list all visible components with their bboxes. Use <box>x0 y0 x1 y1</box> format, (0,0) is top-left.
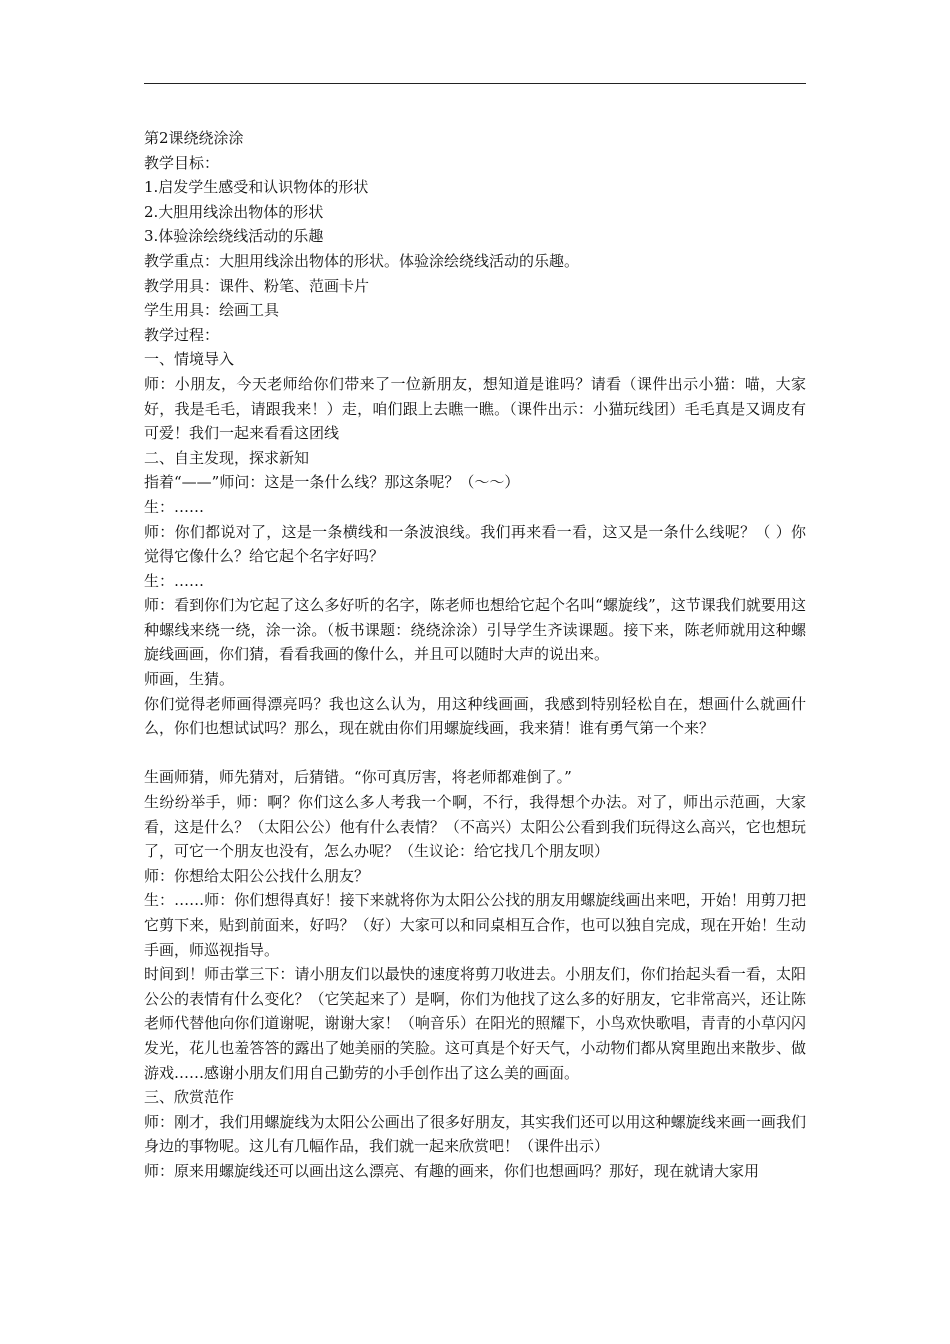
paragraph: 师：看到你们为它起了这么多好听的名字，陈老师也想给它起个名叫“螺旋线”，这节课我们就要用这种螺线来绕一绕，涂一涂。（板书课题：绕绕涂涂）引导学生齐读课题。接下来，陈老师就用这种螺旋线画画，你们猜，看看我画的像什么，并且可以随时大声的说出来。 <box>144 596 806 664</box>
paragraph: 指着“——”师问：这是一条什么线？那这条呢？（～～） <box>144 473 520 492</box>
blank-line <box>144 741 806 766</box>
paragraph: 生画师猜，师先猜对，后猜错。“你可真厉害，将老师都难倒了。” <box>144 768 572 787</box>
paragraph: 你们觉得老师画得漂亮吗？我也这么认为，用这种线画画，我感到特别轻松自在，想画什么就画什么，你们也想试试吗？那么，现在就由你们用螺旋线画，我来猜！谁有勇气第一个来？ <box>144 694 806 738</box>
paragraph: 时间到！师击掌三下：请小朋友们以最快的速度将剪刀收进去。小朋友们，你们抬起头看一看，太阳公公的表情有什么变化？（它笑起来了）是啊，你们为他找了这么多的好朋友，它非常高兴，还让陈老师代替他向你们道谢呢，谢谢大家！（响音乐）在阳光的照耀下，小鸟欢快歌唱，青青的小草闪闪发光，花儿也羞答答的露出了她美丽的笑脸。这可真是个好天气，小动物们都从窝里跑出来散步、做游戏……感谢小朋友们用自己勤劳的小手创作出了这么美的画面。 <box>144 965 806 1082</box>
header-rule <box>144 83 806 84</box>
paragraph: 教学重点：大胆用线涂出物体的形状。体验涂绘绕线活动的乐趣。 <box>144 251 580 270</box>
paragraph: 师：原来用螺旋线还可以画出这么漂亮、有趣的画来，你们也想画吗？那好，现在就请大家用 <box>144 1161 760 1180</box>
paragraph: 生：…… <box>144 497 205 516</box>
paragraph: 1.启发学生感受和认识物体的形状 <box>144 178 369 197</box>
section-heading: 一、情境导入 <box>144 350 235 369</box>
lesson-title: 第2课绕绕涂涂 <box>144 129 244 147</box>
paragraph: 3.体验涂绘绕线活动的乐趣 <box>144 227 324 246</box>
paragraph: 学生用具：绘画工具 <box>144 301 280 320</box>
paragraph: 师：刚才，我们用螺旋线为太阳公公画出了很多好朋友，其实我们还可以用这种螺旋线来画一画我们身边的事物呢。这儿有几幅作品，我们就一起来欣赏吧！（课件出示） <box>144 1112 806 1156</box>
paragraph: 教学目标： <box>144 153 220 172</box>
paragraph: 生：…… <box>144 571 205 590</box>
document-body <box>144 126 806 1184</box>
paragraph: 师画，生猜。 <box>144 670 235 689</box>
paragraph: 教学过程： <box>144 325 220 344</box>
paragraph: 生：……师：你们想得真好！接下来就将你为太阳公公找的朋友用螺旋线画出来吧，开始！用剪刀把它剪下来，贴到前面来，好吗？（好）大家可以和同桌相互合作，也可以独自完成，现在开始！生动手画，师巡视指导。 <box>144 891 806 959</box>
paragraph: 教学用具：课件、粉笔、范画卡片 <box>144 276 370 295</box>
paragraph: 2.大胆用线涂出物体的形状 <box>144 202 324 221</box>
paragraph: 生纷纷举手，师：啊？你们这么多人考我一个啊，不行，我得想个办法。对了，师出示范画，大家看，这是什么？（太阳公公）他有什么表情？（不高兴）太阳公公看到我们玩得这么高兴，它也想玩了，可它一个朋友也没有，怎么办呢？（生议论：给它找几个朋友呗） <box>144 793 806 861</box>
paragraph: 师：你们都说对了，这是一条横线和一条波浪线。我们再来看一看，这又是一条什么线呢？（ ）你觉得它像什么？给它起个名字好吗？ <box>144 522 806 566</box>
paragraph: 师：小朋友，今天老师给你们带来了一位新朋友，想知道是谁吗？请看（课件出示小猫：喵，大家好，我是毛毛，请跟我来！）走，咱们跟上去瞧一瞧。（课件出示：小猫玩线团）毛毛真是又调皮有可爱！我们一起来看看这团线 <box>144 374 806 443</box>
section-heading: 三、欣赏范作 <box>144 1088 235 1107</box>
paragraph: 师：你想给太阳公公找什么朋友？ <box>144 866 370 885</box>
section-heading: 二、自主发现，探求新知 <box>144 448 310 467</box>
